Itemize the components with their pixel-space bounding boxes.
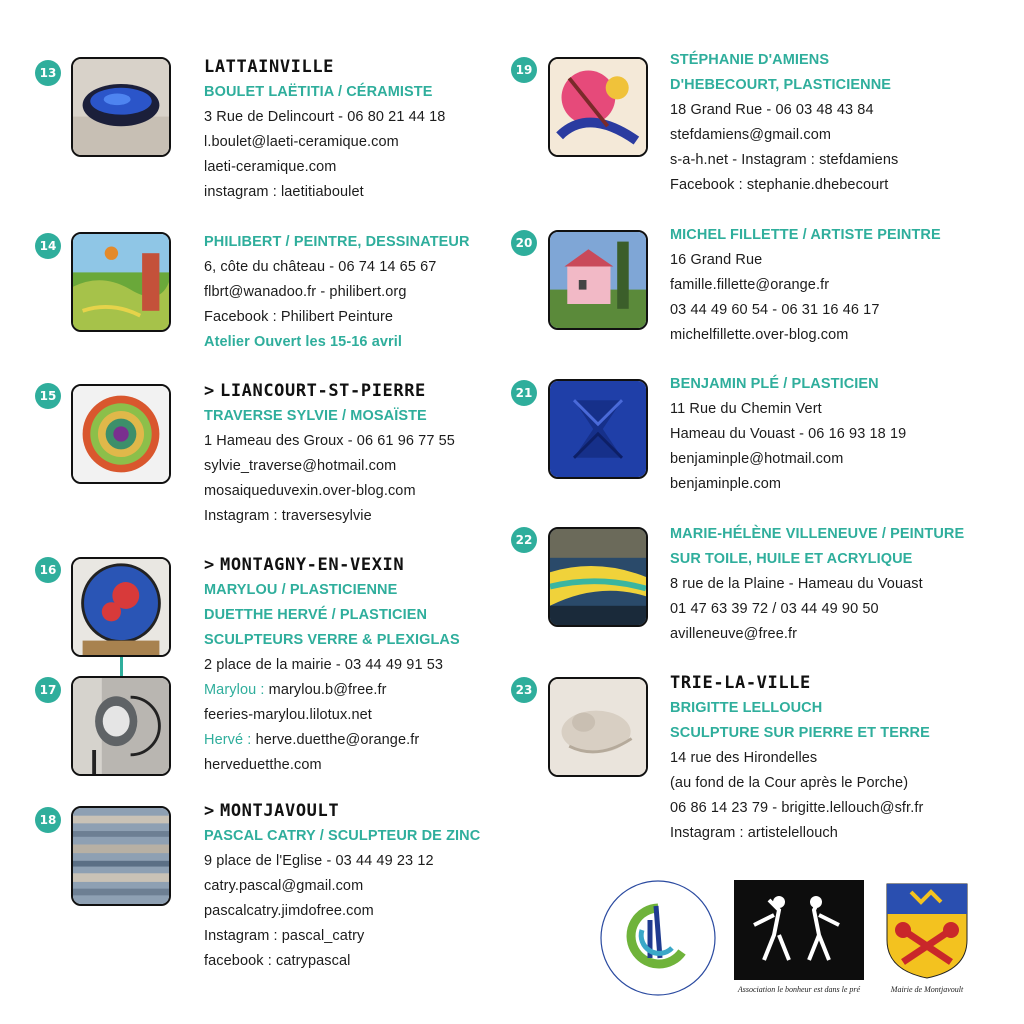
email-herve[interactable] [204,728,460,753]
artist-name: BOULET LAËTITIA / CÉRAMISTE [204,84,433,100]
artist-name-2: DUETTHE HERVÉ / PLASTICIEN [204,607,428,623]
instagram: Instagram : pascal_catry [204,928,365,944]
mosaic-flower-photo [71,384,171,484]
email[interactable]: sylvie_traverse@hotmail.com [204,458,397,474]
landscape-painting-photo [71,232,171,332]
entry-22-text [670,522,964,647]
artist-name: STÉPHANIE D'AMIENS [670,52,830,68]
artist-name: TRAVERSE SYLVIE / MOSAÏSTE [204,408,427,424]
entry-23-text [670,671,930,846]
entry-connector [120,657,123,677]
website[interactable]: laeti-ceramique.com [204,159,337,175]
ceramic-bowl-photo [71,57,171,157]
stone-sculpture-photo [548,677,648,777]
entry-13-text [204,55,445,205]
address: 14 rue des Hirondelles [670,750,818,766]
discipline: SUR TOILE, HUILE ET ACRYLIQUE [670,551,913,567]
chevron-right-icon: > [204,801,215,821]
address-note: (au fond de la Cour après le Porche) [670,775,909,791]
address: 2 place de la mairie - 03 44 49 91 53 [204,657,444,673]
open-studio-note: Atelier Ouvert les 15-16 avril [204,334,403,350]
entry-14-text [204,230,470,355]
place-name: LATTAINVILLE [204,57,335,77]
discipline: SCULPTEURS VERRE & PLEXIGLAS [204,632,460,648]
website[interactable]: herveduetthe.com [204,757,322,773]
address: 6, côte du château - 06 74 14 65 67 [204,259,437,275]
email[interactable]: l.boulet@laeti-ceramique.com [204,134,399,150]
address: 9 place de l'Eglise - 03 44 49 23 12 [204,853,434,869]
website[interactable]: pascalcatry.jimdofree.com [204,903,374,919]
artist-name: PASCAL CATRY / SCULPTEUR DE ZINC [204,828,481,844]
glass-sculpture-photo [71,676,171,776]
email-value[interactable]: marylou.b@free.fr [264,682,387,698]
entry-number-badge: 22 [511,527,537,553]
phones: 03 44 49 60 54 - 06 31 16 46 17 [670,302,880,318]
email[interactable]: stefdamiens@gmail.com [670,127,832,143]
facebook: Facebook : Philibert Peinture [204,309,394,325]
entry-20-text [670,223,941,348]
artist-name: MARIE-HÉLÈNE VILLENEUVE / PEINTURE [670,526,965,542]
artist-name: MARYLOU / PLASTICIENNE [204,582,398,598]
discipline: SCULPTURE SUR PIERRE ET TERRE [670,725,930,741]
artist-name-2: D'HEBECOURT, PLASTICIENNE [670,77,892,93]
address: 3 Rue de Delincourt - 06 80 21 44 18 [204,109,446,125]
entry-number-badge: 16 [35,557,61,583]
label-marylou: Marylou : [204,682,265,698]
instagram: Instagram : traversesylvie [204,508,372,524]
artist-name: PHILIBERT / PEINTRE, DESSINATEUR [204,234,470,250]
place-name [204,379,455,404]
email[interactable]: benjaminple@hotmail.com [670,451,844,467]
chevron-right-icon: > [204,555,215,575]
blue-sculpture-photo [548,379,648,479]
artist-name: BENJAMIN PLÉ / PLASTICIEN [670,376,879,392]
ccvt-logo [598,878,718,998]
address: 11 Rue du Chemin Vert [670,401,822,417]
address: 1 Hameau des Groux - 06 61 96 77 55 [204,433,455,449]
address: 8 rue de la Plaine - Hameau du Vouast [670,576,923,592]
association-logo [734,880,864,994]
address: 18 Grand Rue - 06 03 48 43 84 [670,102,874,118]
place-name [204,799,480,824]
entry-number-badge: 17 [35,677,61,703]
email-marylou[interactable] [204,678,460,703]
stained-glass-photo [71,557,171,657]
abstract-painting-photo [548,57,648,157]
artist-name: MICHEL FILLETTE / ARTISTE PEINTRE [670,227,941,243]
entry-number-badge: 23 [511,677,537,703]
email[interactable]: avilleneuve@free.fr [670,626,798,642]
place-label: MONTJAVOULT [220,801,340,821]
address-phone: Hameau du Vouast - 06 16 93 18 19 [670,426,907,442]
instagram: Instagram : artistelellouch [670,825,838,841]
place-label: LIANCOURT-ST-PIERRE [220,381,426,401]
entry-number-badge: 20 [511,230,537,256]
email-website[interactable]: flbrt@wanadoo.fr - philibert.org [204,284,407,300]
entry-18-text [204,799,480,974]
entry-number-badge: 19 [511,57,537,83]
chevron-right-icon: > [204,381,215,401]
phones: 01 47 63 39 72 / 03 44 49 90 50 [670,601,879,617]
zinc-sculpture-photo [71,806,171,906]
facebook: Facebook : stephanie.dhebecourt [670,177,889,193]
website[interactable]: michelfillette.over-blog.com [670,327,849,343]
phone-email[interactable]: 06 86 14 23 79 - brigitte.lellouch@sfr.fr [670,800,924,816]
house-painting-photo [548,230,648,330]
mairie-caption: Mairie de Montjavoult [890,985,964,994]
entry-number-badge: 18 [35,807,61,833]
website-instagram[interactable]: s-a-h.net - Instagram : stefdamiens [670,152,899,168]
entry-15-text [204,379,455,529]
facebook: facebook : catrypascal [204,953,351,969]
address: 16 Grand Rue [670,252,763,268]
email[interactable]: famille.fillette@orange.fr [670,277,830,293]
association-caption: Association le bonheur est dans le pré [737,985,861,994]
entry-21-text [670,372,906,497]
label-herve: Hervé : [204,732,252,748]
email-value[interactable]: herve.duetthe@orange.fr [251,732,420,748]
website[interactable]: benjaminple.com [670,476,782,492]
place-name: TRIE-LA-VILLE [670,673,811,693]
website[interactable]: feeries-marylou.lilotux.net [204,707,372,723]
mairie-logo [881,880,973,994]
instagram: instagram : laetitiaboulet [204,184,364,200]
entry-number-badge: 15 [35,383,61,409]
seascape-painting-photo [548,527,648,627]
entry-number-badge: 21 [511,380,537,406]
email[interactable]: catry.pascal@gmail.com [204,878,364,894]
entry-number-badge: 14 [35,233,61,259]
entry-number-badge: 13 [35,60,61,86]
artist-name: BRIGITTE LELLOUCH [670,700,823,716]
entry-16-text [204,553,460,778]
website[interactable]: mosaiqueduvexin.over-blog.com [204,483,416,499]
place-label: MONTAGNY-EN-VEXIN [220,555,405,575]
place-name [204,553,460,578]
entry-19-text [670,48,898,198]
